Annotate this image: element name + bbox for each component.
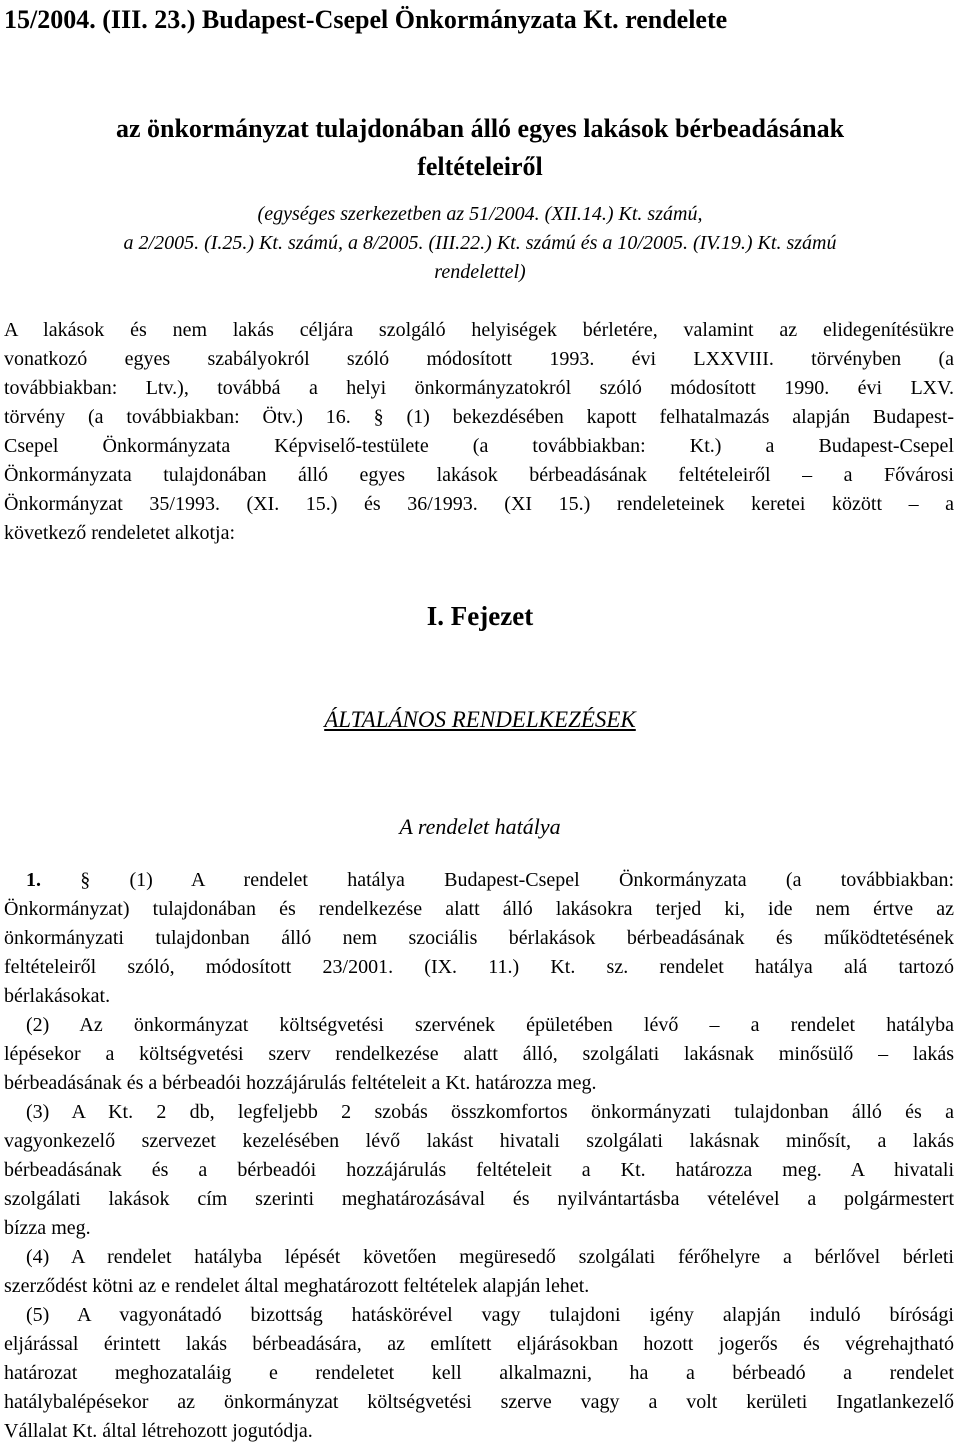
section-1-paragraph-2 <box>4 1011 954 1098</box>
paragraph-line: bérbeadásának és a bérbeadói hozzájárulás feltételeit a Kt. határozza meg. A hivatali <box>4 1159 954 1181</box>
section-number: 1. <box>26 869 41 891</box>
consolidation-note <box>0 200 960 287</box>
paragraph-line: határozat meghozataláig e rendeletet kell alkalmazni, ha a bérbeadó a rendelet <box>4 1362 954 1384</box>
paragraph-line: (3) A Kt. 2 db, legfeljebb 2 szobás összkomfortos önkormányzati tulajdonban álló és a <box>26 1101 954 1123</box>
section-title: A rendelet hatálya <box>399 814 561 839</box>
paragraph-line: bízza meg. <box>4 1217 91 1239</box>
paragraph-line: (4) A rendelet hatályba lépését követően megüresedő szolgálati férőhelyre a bérlővel bérleti <box>26 1246 954 1268</box>
consolidation-line: rendelettel) <box>434 261 526 283</box>
paragraph-line: szolgálati lakások cím szerinti meghatározásával és nyilvántartásba vételével a polgármestert <box>4 1188 954 1210</box>
consolidation-line: (egységes szerkezetben az 51/2004. (XII.14.) Kt. számú, <box>257 203 703 225</box>
paragraph-first-line-text: § (1) A rendelet hatálya Budapest-Csepel Önkormányzata (a továbbiakban: <box>80 869 955 891</box>
consolidation-line: a 2/2005. (I.25.) Kt. számú, a 8/2005. (III.22.) Kt. számú és a 10/2005. (IV.19.) Kt. számú <box>123 232 837 254</box>
paragraph-line: bérbeadásának és a bérbeadói hozzájárulás feltételeit a Kt. határozza meg. <box>4 1072 597 1094</box>
preamble-line: Csepel Önkormányzata Képviselő-testülete (a továbbiakban: Kt.) a Budapest-Csepel <box>4 435 954 457</box>
subject-line: az önkormányzat tulajdonában álló egyes lakások bérbeadásának <box>115 114 845 143</box>
paragraph-line: (2) Az önkormányzat költségvetési szervének épületében lévő – a rendelet hatályba <box>26 1014 954 1036</box>
paragraph-line: lépésekor a költségvetési szerv rendelkezése alatt álló, szolgálati lakásnak minősülő – lakás <box>4 1043 954 1065</box>
preamble-line: Önkormányzata tulajdonában álló egyes lakások bérbeadásának feltételeiről – a Fővárosi <box>4 464 954 486</box>
paragraph-line: feltételeiről szóló, módosított 23/2001. (IX. 11.) Kt. sz. rendelet hatálya alá tartozó <box>4 956 954 978</box>
chapter-heading: I. Fejezet <box>426 601 534 631</box>
subject-line: feltételeiről <box>417 152 543 181</box>
paragraph-line: Önkormányzat) tulajdonában és rendelkezése alatt álló lakásokra terjed ki, ide nem értve az <box>4 898 954 920</box>
chapter-title: ÁLTALÁNOS RENDELKEZÉSEK <box>324 707 636 732</box>
paragraph-line: Vállalat Kt. által létrehozott jogutódja. <box>4 1420 313 1442</box>
preamble-line: A lakások és nem lakás céljára szolgáló helyiségek bérletére, valamint az elidegenítésükre <box>4 319 954 341</box>
document-title: 15/2004. (III. 23.) Budapest-Csepel Önkormányzata Kt. rendelete <box>4 5 728 34</box>
paragraph-line: hatálybalépésekor az önkormányzat költségvetési szerve vagy a volt kerületi Ingatlankezelő <box>4 1391 954 1413</box>
preamble-line: következő rendeletet alkotja: <box>4 522 236 544</box>
paragraph-first-line <box>4 866 954 895</box>
preamble-line: továbbiakban: Ltv.), továbbá a helyi önkormányzatokról szóló módosított 1990. évi LXV. <box>4 377 954 399</box>
preamble-line: vonatkozó egyes szabályokról szóló módosított 1993. évi LXXVIII. törvényben (a <box>4 348 954 370</box>
preamble <box>4 316 954 548</box>
paragraph-line: vagyonkezelő szervezet kezelésében lévő lakást hivatali szolgálati lakásnak minősít, a lakás <box>4 1130 954 1152</box>
document-subject <box>0 110 960 186</box>
paragraph-line: eljárással érintett lakás bérbeadására, az említett eljárásokban hozott jogerős és végrehajtható <box>4 1333 954 1355</box>
section-1-paragraph-5 <box>4 1301 954 1446</box>
paragraph-line: szerződést kötni az e rendelet által meghatározott feltételek alapján lehet. <box>4 1275 590 1297</box>
section-1-paragraph-3 <box>4 1098 954 1243</box>
preamble-line: törvény (a továbbiakban: Ötv.) 16. § (1) bekezdésében kapott felhatalmazás alapján Budapest- <box>4 406 954 428</box>
section-1-paragraph-1 <box>4 866 954 1011</box>
paragraph-line: (5) A vagyonátadó bizottság hatáskörével vagy tulajdoni igény alapján induló bírósági <box>26 1304 954 1326</box>
preamble-line: Önkormányzat 35/1993. (XI. 15.) és 36/1993. (XI 15.) rendeleteinek keretei között – a <box>4 493 954 515</box>
paragraph-line: önkormányzati tulajdonban álló nem szociális bérlakások bérbeadásának és működtetésének <box>4 927 954 949</box>
paragraph-line: bérlakásokat. <box>4 985 111 1007</box>
section-1-paragraph-4 <box>4 1243 954 1301</box>
